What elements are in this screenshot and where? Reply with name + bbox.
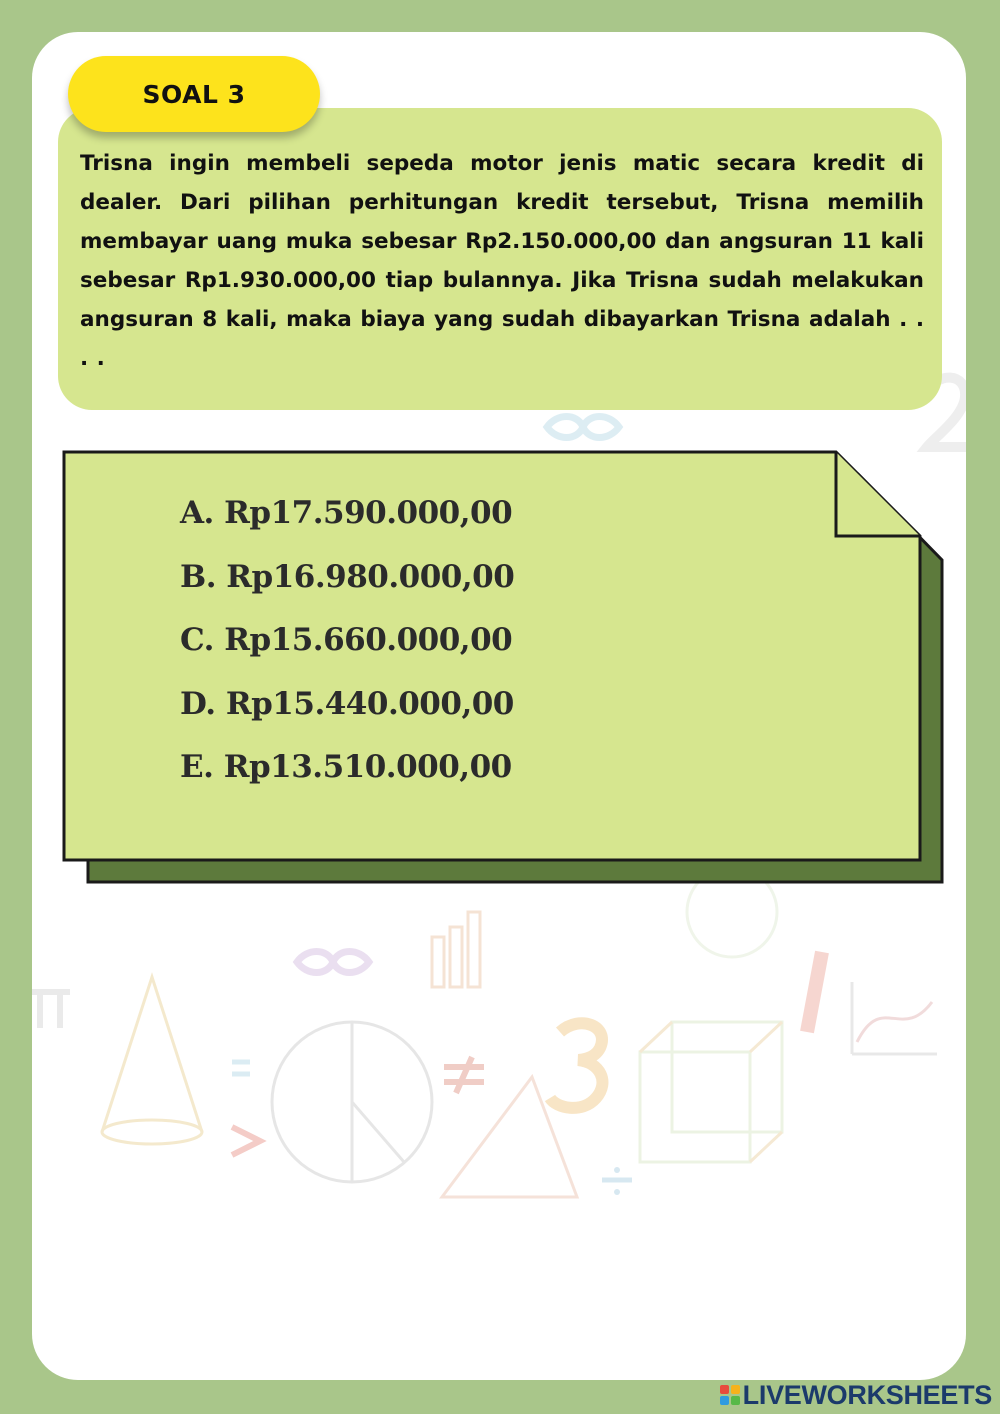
question-number-label: SOAL 3 (142, 79, 246, 109)
liveworksheets-logo-icon (720, 1385, 740, 1405)
option-d[interactable]: D. Rp15.440.000,00 (180, 685, 514, 722)
option-a[interactable]: A. Rp17.590.000,00 (180, 495, 513, 531)
question-number-badge (68, 56, 320, 132)
option-b[interactable]: B. Rp16.980.000,00 (180, 558, 515, 595)
liveworksheets-wordmark: LIVEWORKSHEETS (742, 1379, 992, 1410)
liveworksheets-brand (720, 1380, 992, 1410)
option-c[interactable]: C. Rp15.660.000,00 (180, 622, 513, 658)
note-folded-corner (836, 452, 920, 536)
question-text: Trisna ingin membeli sepeda motor jenis matic secara kredit di dealer. Dari pilihan perhitungan kredit tersebut, Trisna memilih membayar uang muka sebesar Rp2.150.000,00 dan angsuran 11 kali sebesar Rp1.930.000,00 tiap bulannya. Jika Trisna sudah melakukan angsuran 8 kali, maka biaya yang sudah dibayarkan Trisna adalah . . . . (80, 151, 924, 371)
answer-options (180, 492, 514, 810)
question-box (58, 108, 942, 410)
option-e[interactable]: E. Rp13.510.000,00 (180, 749, 512, 785)
